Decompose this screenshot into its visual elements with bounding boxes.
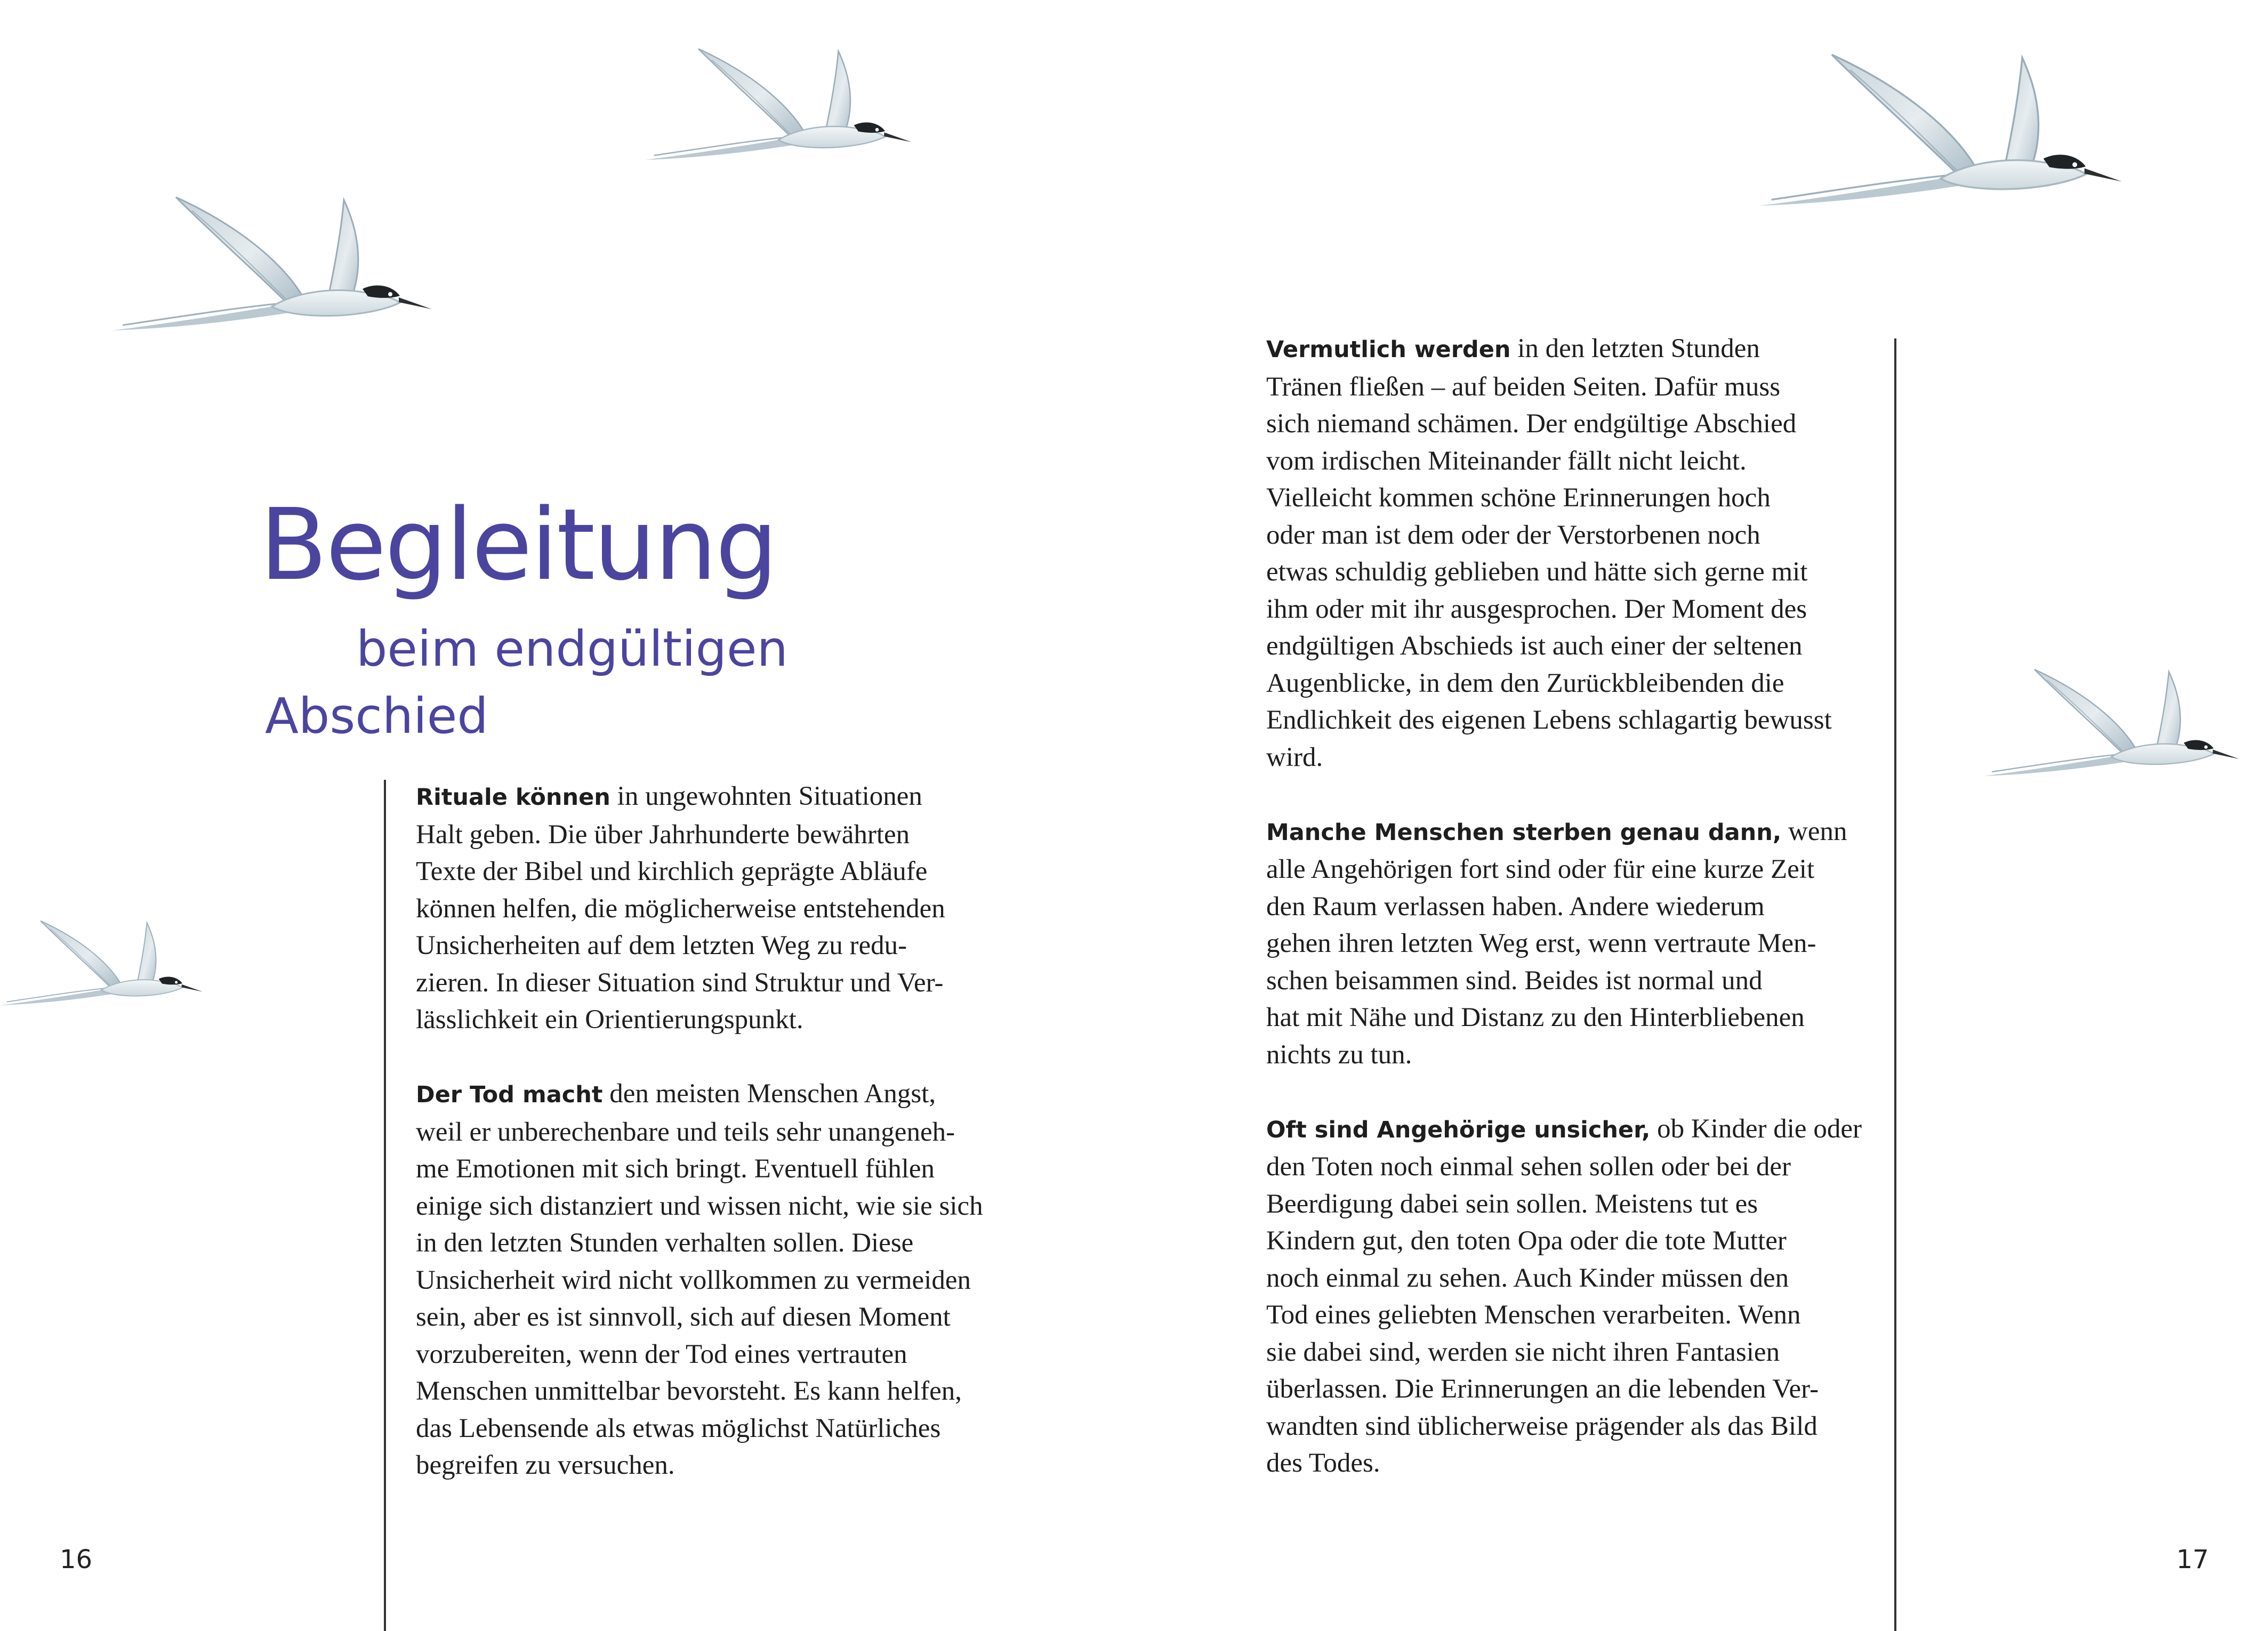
- text-line: den meisten Menschen Angst,: [602, 1079, 936, 1109]
- paragraph: [416, 1076, 1056, 1484]
- paragraph: [416, 778, 1056, 1039]
- text-line: Menschen unmittelbar bevorsteht. Es kann helfen,: [416, 1376, 962, 1406]
- tern-icon: [112, 117, 432, 416]
- paragraph-lead: Rituale können: [416, 784, 610, 811]
- text-line: begreifen zu versuchen.: [416, 1450, 675, 1480]
- text-line: sie dabei sind, werden sie nicht ihren Fantasien: [1266, 1337, 1780, 1367]
- text-line: Tod eines geliebten Menschen verarbeiten. Wenn: [1266, 1300, 1801, 1330]
- text-line: Vielleicht kommen schöne Erinnerungen hoch: [1266, 483, 1771, 513]
- text-line: Tränen fließen – auf beiden Seiten. Dafür muss: [1266, 372, 1781, 402]
- text-line: können helfen, die möglicherweise entstehenden: [416, 893, 945, 924]
- paragraph: [1266, 1111, 1906, 1482]
- page-subtitle-line-1: beim endgültigen: [356, 620, 788, 677]
- tern-icon: [0, 784, 203, 1146]
- text-line: vom irdischen Miteinander fällt nicht leicht.: [1266, 446, 1747, 476]
- text-line: Halt geben. Die über Jahrhunderte bewährten: [416, 819, 910, 850]
- text-line: alle Angehörigen fort sind oder für eine kurze Zeit: [1266, 854, 1815, 884]
- text-line: in den letzten Stunden: [1510, 334, 1760, 364]
- text-line: das Lebensende als etwas möglichst Natürliches: [416, 1413, 941, 1443]
- text-line: sich niemand schämen. Der endgültige Abschied: [1266, 409, 1797, 439]
- left-text-column: [416, 778, 1056, 1521]
- text-line: Augenblicke, in dem den Zurückbleibenden die: [1266, 668, 1784, 698]
- paragraph-lead: Vermutlich werden: [1266, 336, 1511, 363]
- right-text-column: [1266, 330, 1906, 1519]
- text-line: den Toten noch einmal sehen sollen oder bei der: [1266, 1152, 1791, 1182]
- text-line: hat mit Nähe und Distanz zu den Hinterbliebenen: [1266, 1003, 1805, 1032]
- text-line: gehen ihren letzten Weg erst, wenn vertraute Men-: [1266, 928, 1816, 958]
- text-line: überlassen. Die Erinnerungen an die lebenden Ver-: [1266, 1374, 1819, 1404]
- text-line: Beerdigung dabei sein sollen. Meistens tut es: [1266, 1189, 1758, 1219]
- text-line: nichts zu tun.: [1266, 1039, 1412, 1070]
- text-line: etwas schuldig geblieben und hätte sich gerne mit: [1266, 557, 1808, 587]
- paragraph-lead: Oft sind Angehörige unsicher,: [1266, 1116, 1651, 1143]
- text-line: ob Kinder die oder: [1650, 1113, 1862, 1144]
- text-line: wandten sind üblicherweise prägender als das Bild: [1266, 1411, 1817, 1441]
- text-line: Texte der Bibel und kirchlich geprägte Abläufe: [416, 857, 928, 886]
- page-title: Begleitung: [260, 487, 777, 602]
- text-line: wenn: [1781, 816, 1847, 846]
- paragraph-lead: Manche Menschen sterben genau dann,: [1266, 819, 1782, 846]
- text-line: me Emotionen mit sich bringt. Eventuell fühlen: [416, 1154, 935, 1184]
- text-line: einige sich distanziert und wissen nicht, wie sie sich: [416, 1191, 983, 1221]
- text-line: weil er unberechenbare und teils sehr unangeneh-: [416, 1117, 955, 1147]
- page-number-right: 17: [2176, 1545, 2209, 1575]
- paragraph: [1266, 330, 1906, 776]
- text-line: ihm oder mit ihr ausgesprochen. Der Moment des: [1266, 594, 1807, 624]
- left-vertical-rule: [384, 780, 386, 1631]
- text-line: lässlichkeit ein Orientierungspunkt.: [416, 1005, 803, 1035]
- text-line: wird.: [1266, 742, 1323, 772]
- text-line: Unsicherheiten auf dem letzten Weg zu redu-: [416, 931, 907, 960]
- text-line: noch einmal zu sehen. Auch Kinder müssen den: [1266, 1263, 1789, 1293]
- page-subtitle-line-2: Abschied: [265, 688, 488, 745]
- text-line: zieren. In dieser Situation sind Struktur und Ver-: [416, 967, 944, 998]
- text-line: Kindern gut, den toten Opa oder die tote Mutter: [1266, 1226, 1787, 1256]
- text-line: endgültigen Abschieds ist auch einer der seltenen: [1266, 631, 1803, 661]
- text-line: des Todes.: [1266, 1448, 1380, 1478]
- tern-icon: [645, 0, 912, 213]
- page-number-left: 16: [60, 1545, 93, 1575]
- paragraph-lead: Der Tod macht: [416, 1081, 603, 1108]
- text-line: in den letzten Stunden verhalten sollen. Diese: [416, 1228, 914, 1258]
- text-line: Endlichkeit des eigenen Lebens schlagartig bewusst: [1266, 705, 1832, 735]
- tern-icon: [1983, 576, 2239, 874]
- text-line: Unsicherheit wird nicht vollkommen zu vermeiden: [416, 1265, 971, 1295]
- text-line: oder man ist dem oder der Verstorbenen noch: [1266, 520, 1760, 550]
- paragraph: [1266, 813, 1906, 1074]
- text-line: schen beisammen sind. Beides ist normal und: [1266, 965, 1763, 996]
- text-line: vorzubereiten, wenn der Tod eines vertrauten: [416, 1339, 907, 1369]
- text-line: sein, aber es ist sinnvoll, sich auf diesen Moment: [416, 1302, 951, 1332]
- text-line: in ungewohnten Situationen: [610, 781, 922, 811]
- tern-icon: [1759, 11, 2122, 256]
- text-line: den Raum verlassen haben. Andere wiederum: [1266, 891, 1765, 922]
